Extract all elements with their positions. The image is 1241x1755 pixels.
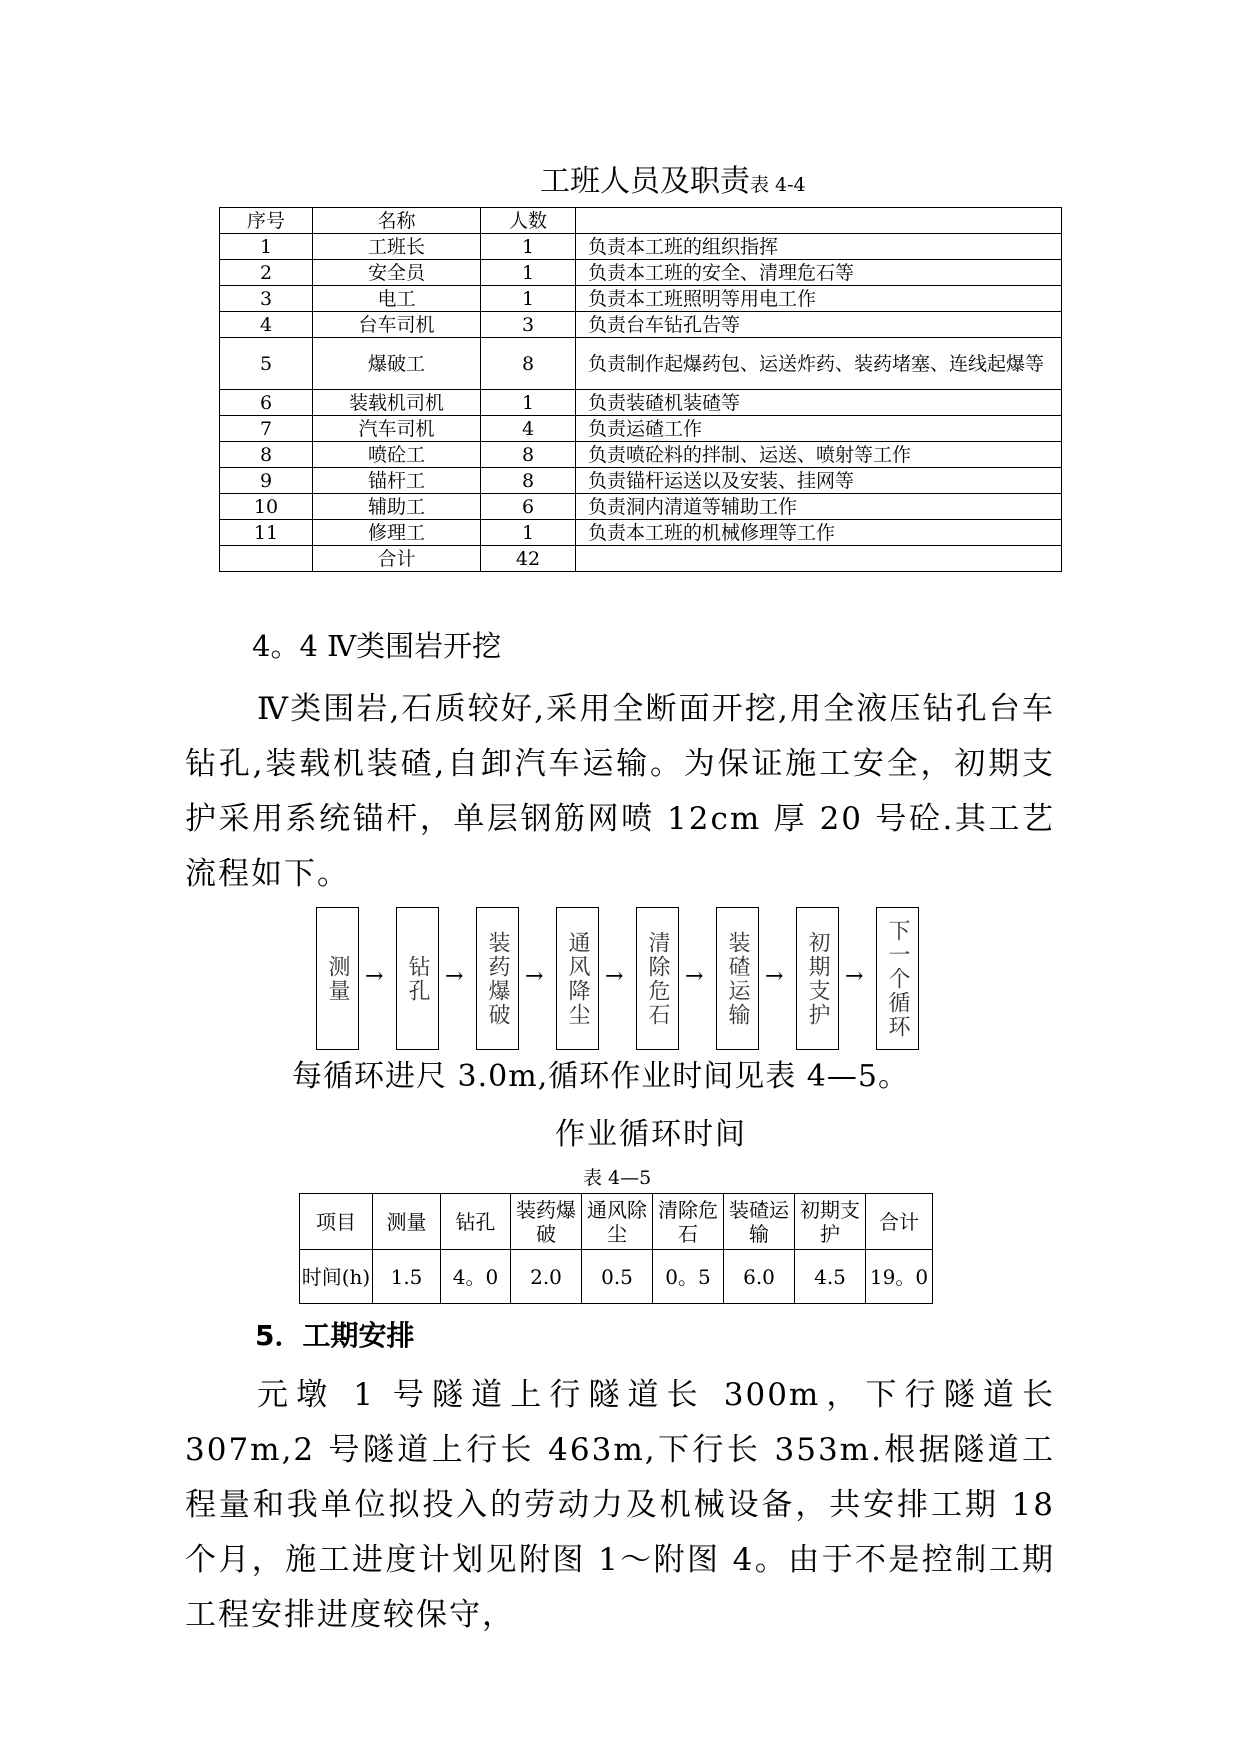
cell-role: 装载机司机 xyxy=(313,390,481,416)
cell-count: 1 xyxy=(481,234,576,260)
table-row xyxy=(220,312,1062,338)
table-row xyxy=(220,338,1062,390)
flow-arrow-icon: → xyxy=(365,964,384,989)
flow-step-label: 下一个循环 xyxy=(885,918,910,1039)
cell-index: 9 xyxy=(220,468,313,494)
table-header-row xyxy=(220,208,1062,234)
cell-count: 1 xyxy=(481,390,576,416)
header-cell: 装碴运输 xyxy=(724,1194,795,1250)
flow-step-label: 钻孔 xyxy=(405,954,430,1003)
flow-arrow-icon: → xyxy=(685,964,704,989)
flow-arrow-icon: → xyxy=(445,964,464,989)
table-header-row xyxy=(300,1194,933,1250)
cell-duty: 负责制作起爆药包、运送炸药、装药堵塞、连线起爆等 xyxy=(576,338,1062,390)
table-row xyxy=(220,416,1062,442)
cell-index xyxy=(220,546,313,572)
header-cell xyxy=(576,208,1062,234)
value-cell: 4.5 xyxy=(795,1250,866,1304)
value-cell: 0。5 xyxy=(653,1250,724,1304)
row-label-cell: 时间(h) xyxy=(300,1250,373,1304)
cell-count: 4 xyxy=(481,416,576,442)
cell-index: 6 xyxy=(220,390,313,416)
cell-index: 3 xyxy=(220,286,313,312)
header-cell: 测量 xyxy=(373,1194,441,1250)
flow-arrow-icon: → xyxy=(605,964,624,989)
cell-duty: 负责本工班照明等用电工作 xyxy=(576,286,1062,312)
cell-duty: 负责喷砼料的拌制、运送、喷射等工作 xyxy=(576,442,1062,468)
cell-count: 1 xyxy=(481,520,576,546)
flow-step-label: 测量 xyxy=(325,954,350,1003)
section-4-4-heading: 4。4 Ⅳ类围岩开挖 xyxy=(252,629,502,663)
table-4-4-title: 工班人员及职责 xyxy=(540,164,750,199)
cell-count: 3 xyxy=(481,312,576,338)
table-row xyxy=(220,286,1062,312)
table-4-5-label: 表 4—5 xyxy=(583,1167,652,1189)
header-cell: 序号 xyxy=(220,208,313,234)
flow-step-box xyxy=(796,907,839,1050)
cell-count: 6 xyxy=(481,494,576,520)
cell-index: 7 xyxy=(220,416,313,442)
cell-index: 2 xyxy=(220,260,313,286)
table-4-5-title: 作业循环时间 xyxy=(555,1117,747,1152)
cell-duty: 负责台车钻孔告等 xyxy=(576,312,1062,338)
flow-arrow-icon: → xyxy=(525,964,544,989)
total-row xyxy=(220,546,1062,572)
cell-role: 修理工 xyxy=(313,520,481,546)
cell-count: 1 xyxy=(481,286,576,312)
cell-index: 10 xyxy=(220,494,313,520)
cell-duty: 负责本工班的机械修理等工作 xyxy=(576,520,1062,546)
flow-step-label: 清除危石 xyxy=(645,930,670,1027)
cell-duty xyxy=(576,546,1062,572)
cell-role: 电工 xyxy=(313,286,481,312)
flow-step-box xyxy=(876,907,919,1050)
flow-step-box xyxy=(556,907,599,1050)
flow-step-box xyxy=(396,907,439,1050)
flow-arrow-icon: → xyxy=(845,964,864,989)
header-cell: 名称 xyxy=(313,208,481,234)
cell-role: 锚杆工 xyxy=(313,468,481,494)
cycle-time-table xyxy=(299,1193,933,1304)
table-4-4-number: 表 4-4 xyxy=(750,174,806,196)
flow-arrow-icon: → xyxy=(765,964,784,989)
cell-role: 工班长 xyxy=(313,234,481,260)
cycle-advance-text: 每循环进尺 3.0m,循环作业时间见表 4—5。 xyxy=(292,1059,909,1094)
table-row xyxy=(220,260,1062,286)
table-row xyxy=(220,442,1062,468)
cell-index: 11 xyxy=(220,520,313,546)
value-cell: 1.5 xyxy=(373,1250,441,1304)
section-5-paragraph: 元墩 1 号隧道上行隧道长 300m，下行隧道长 307m,2 号隧道上行长 463m,下行长 353m.根据隧道工程量和我单位拟投入的劳动力及机械设备，共安排工期 18 个月，施工进度计划见附图 1～附图 4。由于不是控制工期工程安排进度较保守， xyxy=(185,1377,1055,1633)
header-cell: 初期支护 xyxy=(795,1194,866,1250)
cell-role: 安全员 xyxy=(313,260,481,286)
flow-step-box xyxy=(716,907,759,1050)
table-row xyxy=(220,520,1062,546)
header-cell: 钻孔 xyxy=(441,1194,511,1250)
cell-role: 辅助工 xyxy=(313,494,481,520)
table-row xyxy=(220,390,1062,416)
section-4-4-paragraph: Ⅳ类围岩,石质较好,采用全断面开挖,用全液压钻孔台车钻孔,装载机装碴,自卸汽车运输。为保证施工安全，初期支护采用系统锚杆，单层钢筋网喷 12cm 厚 20 号砼.其工艺流程如下。 xyxy=(185,691,1055,892)
header-cell: 合计 xyxy=(866,1194,933,1250)
table-4-4-caption xyxy=(540,162,940,205)
cell-index: 8 xyxy=(220,442,313,468)
flow-step-label: 通风降尘 xyxy=(565,930,590,1027)
cell-duty: 负责运碴工作 xyxy=(576,416,1062,442)
header-cell: 项目 xyxy=(300,1194,373,1250)
table-row xyxy=(220,494,1062,520)
flow-step-label: 装碴运输 xyxy=(725,930,750,1027)
flow-step-label: 初期支护 xyxy=(805,930,830,1027)
flow-step-box xyxy=(476,907,519,1050)
cell-role: 汽车司机 xyxy=(313,416,481,442)
cell-duty: 负责本工班的安全、清理危石等 xyxy=(576,260,1062,286)
value-cell: 6.0 xyxy=(724,1250,795,1304)
header-cell: 装药爆破 xyxy=(511,1194,582,1250)
cell-duty: 负责本工班的组织指挥 xyxy=(576,234,1062,260)
cell-role: 合计 xyxy=(313,546,481,572)
cell-duty: 负责洞内清道等辅助工作 xyxy=(576,494,1062,520)
section-5-heading: 5．工期安排 xyxy=(255,1319,415,1352)
value-cell: 19。0 xyxy=(866,1250,933,1304)
crew-duties-table xyxy=(219,207,1062,572)
value-cell: 2.0 xyxy=(511,1250,582,1304)
table-row xyxy=(220,234,1062,260)
cell-count: 1 xyxy=(481,260,576,286)
cell-count: 8 xyxy=(481,442,576,468)
cell-count: 8 xyxy=(481,338,576,390)
header-cell: 清除危石 xyxy=(653,1194,724,1250)
cell-role: 喷砼工 xyxy=(313,442,481,468)
cell-role: 台车司机 xyxy=(313,312,481,338)
flow-step-box xyxy=(636,907,679,1050)
cell-duty: 负责锚杆运送以及安装、挂网等 xyxy=(576,468,1062,494)
cell-index: 1 xyxy=(220,234,313,260)
cell-role: 爆破工 xyxy=(313,338,481,390)
value-cell: 4。0 xyxy=(441,1250,511,1304)
cell-index: 5 xyxy=(220,338,313,390)
flow-step-label: 装药爆破 xyxy=(485,930,510,1027)
cell-index: 4 xyxy=(220,312,313,338)
table-row xyxy=(220,468,1062,494)
flow-step-box xyxy=(316,907,359,1050)
table-row xyxy=(300,1250,933,1304)
header-cell: 人数 xyxy=(481,208,576,234)
cell-duty: 负责装碴机装碴等 xyxy=(576,390,1062,416)
value-cell: 0.5 xyxy=(582,1250,653,1304)
header-cell: 通风除尘 xyxy=(582,1194,653,1250)
cell-count: 42 xyxy=(481,546,576,572)
cell-count: 8 xyxy=(481,468,576,494)
